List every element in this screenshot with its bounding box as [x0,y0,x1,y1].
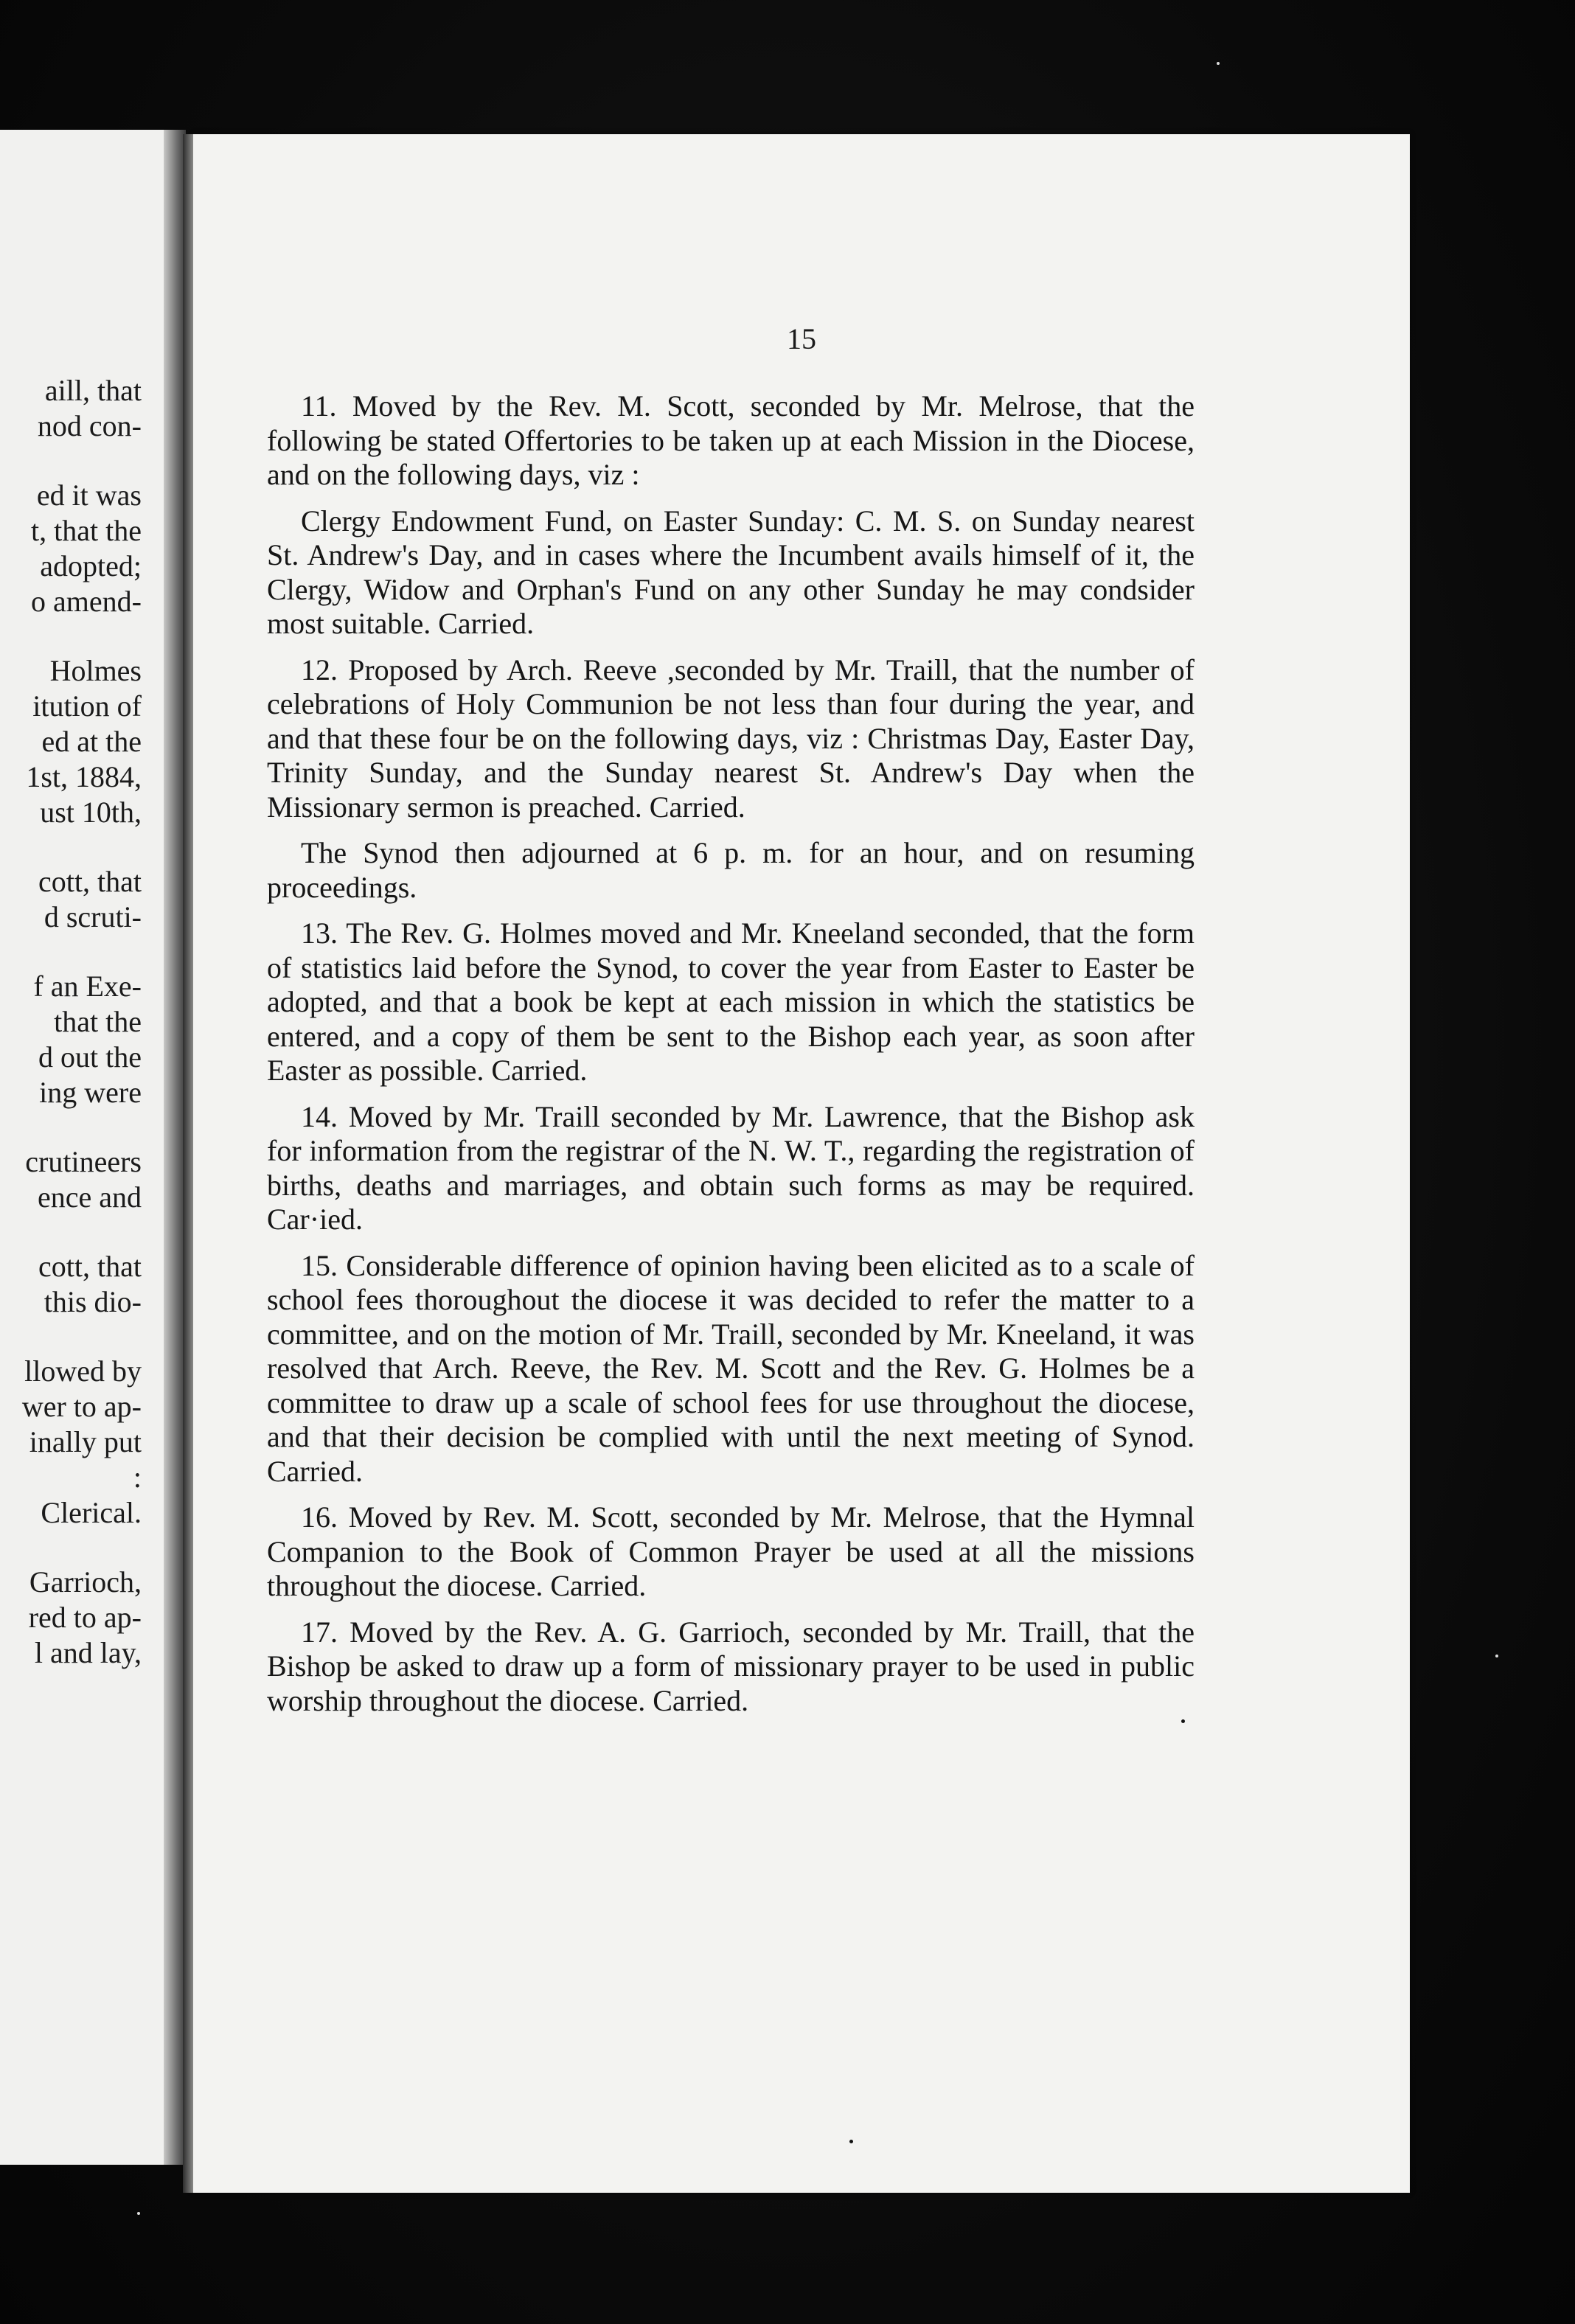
current-page [193,134,1410,2193]
previous-page-fragment [0,130,186,2165]
line-gap [0,444,142,478]
previous-page-line: inally put [29,1425,142,1458]
previous-page-line: red to ap- [28,1601,142,1634]
previous-page-line: Holmes [49,654,142,687]
previous-page-line: adopted; [40,549,142,582]
previous-page-line: ence and [37,1180,142,1214]
previous-page-line: l and lay, [34,1636,142,1669]
previous-page-line: cott, that [38,1250,142,1283]
previous-page-line: llowed by [24,1354,142,1388]
previous-page-line: wer to ap- [21,1390,142,1423]
previous-page-line: ing were [39,1076,142,1109]
line-gap [0,935,142,969]
previous-page-line: d out the [38,1040,142,1074]
paragraph-15: 15. Considerable difference of opinion having been elicited as to a scale of school fees thoroughout the diocese it was decided to refer the matter to a committee, and on the motion of Mr. Traill, seconded by Mr. Kneeland, it was resolved that Arch. Reeve, the Rev. M. Scott and the Rev. G. Holmes be a committee to draw up a scale of school fees for use throughout the diocese, and that their decision be complied with until the next meeting of Synod. Carried. [267,1248,1195,1488]
page-number: 15 [787,322,816,355]
dust-speck [1181,1719,1185,1723]
line-gap [0,1531,142,1565]
line-gap [0,830,142,864]
previous-page-line: t, that the [31,514,142,547]
previous-page-line: : [133,1461,142,1494]
previous-page-line: Clerical. [41,1496,142,1529]
previous-page-line: ed at the [41,725,142,758]
paragraph-13: 13. The Rev. G. Holmes moved and Mr. Kneeland seconded, that the form of statistics laid before the Synod, to cover the year from Easter to Easter be adopted, and that a book be kept at each mission in which the statistics be entered, and a copy of them be sent to the Bishop each year, as soon after Easter as possible. Carried. [267,916,1195,1087]
previous-page-line: 1st, 1884, [26,760,142,793]
page-body [267,389,1195,1730]
paragraph-12: 12. Proposed by Arch. Reeve ,seconded by Mr. Traill, that the number of celebrations of Holy Communion be not less than four during the year, and and that these four be on the following days, viz : Christmas Day, Easter Day, Trinity Sunday, and the Sunday nearest St. Andrew's Day when the Missionary sermon is preached. Carried. [267,653,1195,824]
previous-page-text [0,373,142,1671]
paragraph-14: 14. Moved by Mr. Traill seconded by Mr. Lawrence, that the Bishop ask for information from the registrar of the N. W. T., regarding the registration of births, deaths and marriages, and obtain such forms as may be required. Car·ied. [267,1099,1195,1236]
paragraph-17: 17. Moved by the Rev. A. G. Garrioch, seconded by Mr. Traill, that the Bishop be asked to draw up a form of missionary prayer to be used in public worship throughout the diocese. Carried. [267,1615,1195,1717]
previous-page-line: d scruti- [44,900,142,933]
paragraph-16: 16. Moved by Rev. M. Scott, seconded by Mr. Melrose, that the Hymnal Companion to the Book of Common Prayer be used at all the missions throughout the diocese. Carried. [267,1500,1195,1602]
previous-page-line: crutineers [25,1145,142,1178]
dust-speck [849,2140,853,2143]
line-gap [0,1110,142,1144]
dust-speck [137,2212,140,2215]
line-gap [0,1215,142,1249]
previous-page-line: aill, that [44,374,142,407]
previous-page-line: ed it was [36,479,142,512]
line-gap [0,1320,142,1354]
previous-page-line: this dio- [44,1285,142,1318]
previous-page-line: itution of [32,689,142,723]
paragraph-offertories: Clergy Endowment Fund, on Easter Sunday: C. M. S. on Sunday nearest St. Andrew's Day, and in cases where the Incumbent avails himself of it, the Clergy, Widow and Orphan's Fund on any other Sunday he may condsider most suitable. Carried. [267,504,1195,640]
paragraph-adjournment: The Synod then adjourned at 6 p. m. for an hour, and on resuming proceedings. [267,836,1195,904]
previous-page-line: that the [54,1005,142,1038]
page-edge-shadow [183,134,193,2193]
previous-page-line: f an Exe- [33,970,142,1003]
paragraph-11: 11. Moved by the Rev. M. Scott, seconded by Mr. Melrose, that the following be stated Offertories to be taken up at each Mission in the Diocese, and on the following days, viz : [267,389,1195,491]
previous-page-line: o amend- [31,585,142,618]
dust-speck [1495,1655,1498,1657]
previous-page-line: nod con- [37,409,142,442]
dust-speck [1217,62,1220,65]
previous-page-line: ust 10th, [40,796,142,829]
line-gap [0,619,142,653]
previous-page-line: cott, that [38,865,142,898]
previous-page-line: Garrioch, [29,1565,142,1598]
